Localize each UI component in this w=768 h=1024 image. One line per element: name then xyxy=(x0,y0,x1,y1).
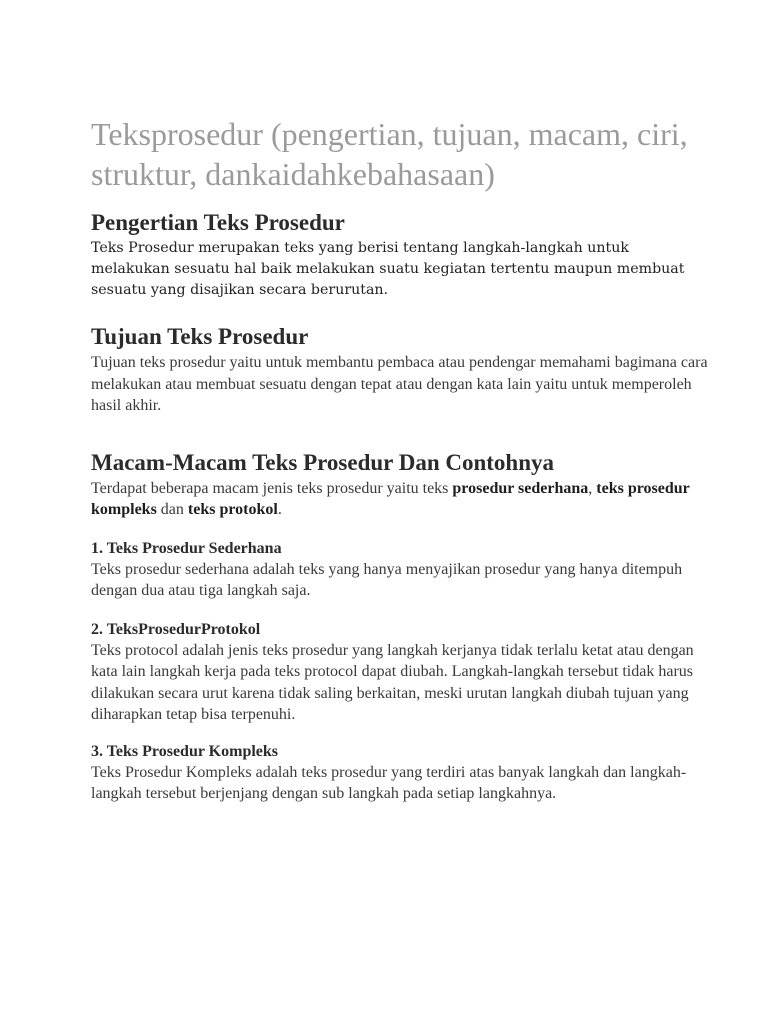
intro-text-2: , xyxy=(588,479,597,497)
paragraph-sederhana: Teks prosedur sederhana adalah teks yang hanya menyajikan prosedur yang hanya ditempuh dengan dua atau tiga langkah saja. xyxy=(91,560,683,599)
bold-teks-protokol: teks protokol xyxy=(187,501,278,518)
subheading-protokol: 2. TeksProsedurProtokol xyxy=(91,620,261,638)
heading-tujuan: Tujuan Teks Prosedur xyxy=(91,324,309,349)
paragraph-pengertian: Teks Prosedur merupakan teks yang berisi tentang langkah-langkah untuk melakukan sesuatu hal baik melakukan suatu kegiatan tertentu maupun membuat sesuatu yang disajikan secara berurutan. xyxy=(91,240,685,298)
paragraph-protokol: Teks protocol adalah jenis teks prosedur yang langkah kerjanya tidak terlalu ketat atau dengan kata lain langkah kerja pada teks protocol dapat diubah. Langkah-langkah tersebut tidak harus dilakukan secara urut karena tidak saling berkaitan, meski urutan langkah diubah tujuan yang diharapkan tetap bisa terpenuhi. xyxy=(91,641,694,723)
heading-pengertian: Pengertian Teks Prosedur xyxy=(91,210,345,235)
paragraph-macam-intro xyxy=(91,478,708,521)
paragraph-tujuan: Tujuan teks prosedur yaitu untuk membantu pembaca atau pendengar memahami bagimana cara melakukan atau membuat sesuatu dengan tepat atau dengan kata lain yaitu untuk memperoleh hasil akhir. xyxy=(91,354,708,414)
intro-text-4: . xyxy=(277,501,282,518)
paragraph-kompleks: Teks Prosedur Kompleks adalah teks prosedur yang terdiri atas banyak langkah dan langkah-langkah tersebut berjenjang dengan sub langkah pada setiap langkahnya. xyxy=(91,763,687,802)
bold-prosedur-kompleks: teks prosedur kompleks xyxy=(91,479,690,518)
subheading-kompleks: 3. Teks Prosedur Kompleks xyxy=(91,742,279,760)
subheading-sederhana: 1. Teks Prosedur Sederhana xyxy=(91,539,282,557)
document-title: Teksprosedur (pengertian, tujuan, macam, ciri, struktur, dankaidahkebahasaan) xyxy=(91,116,688,192)
intro-text-3: dan xyxy=(156,501,188,518)
intro-text-1: Terdapat beberapa macam jenis teks prosedur yaitu teks xyxy=(91,479,453,497)
bold-prosedur-sederhana: prosedur sederhana xyxy=(452,479,589,497)
heading-macam: Macam-Macam Teks Prosedur Dan Contohnya xyxy=(91,449,554,475)
